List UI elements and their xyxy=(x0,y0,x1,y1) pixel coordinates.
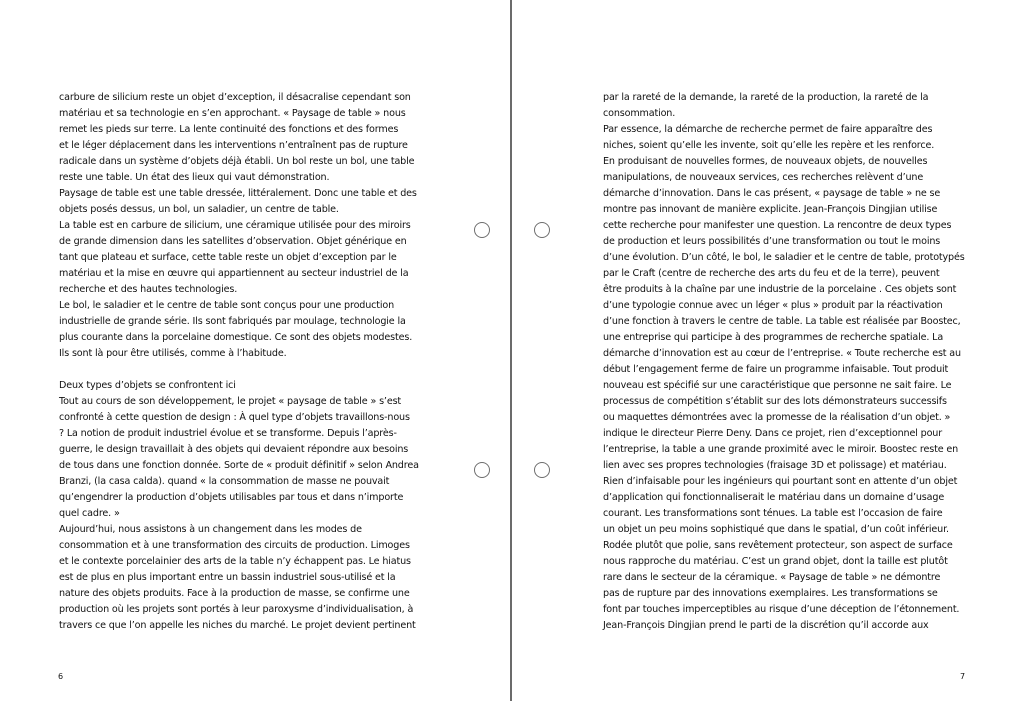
text-line: nature des objets produits. Face à la production de masse, se confirme une xyxy=(59,588,410,599)
text-line: production où les projets sont portés à leur paroxysme d’individualisation, à xyxy=(59,604,414,615)
binding-hole-icon xyxy=(474,462,490,478)
text-line: processus de compétition s’établit sur des lots démonstrateurs successifs xyxy=(603,396,947,407)
text-line: Paysage de table est une table dressée, littéralement. Donc une table et des xyxy=(59,188,417,199)
text-line: d’une évolution. D’un côté, le bol, le saladier et le centre de table, prototypés xyxy=(603,252,965,263)
text-line: Ils sont là pour être utilisés, comme à l’habitude. xyxy=(59,348,287,359)
text-line: rare dans le secteur de la céramique. « Paysage de table » ne démontre xyxy=(603,572,941,583)
text-line: radicale dans un système d’objets déjà établi. Un bol reste un bol, une table xyxy=(59,156,415,167)
text-line: est de plus en plus important entre un bassin industriel sous-utilisé et la xyxy=(59,572,396,583)
text-line: objets posés dessus, un bol, un saladier, un centre de table. xyxy=(59,204,339,215)
text-line: d’une fonction à travers le centre de table. La table est réalisée par Boostec, xyxy=(603,316,961,327)
text-line: travers ce que l’on appelle les niches du marché. Le projet devient pertinent xyxy=(59,620,416,631)
text-line: démarche d’innovation. Dans le cas présent, « paysage de table » ne se xyxy=(603,188,941,199)
left-page-number: 6 xyxy=(58,672,64,681)
text-line: et le léger déplacement dans les interventions n’entraînent pas de rupture xyxy=(59,140,408,151)
text-line: font par touches imperceptibles au risque d’une déception de l’étonnement. xyxy=(603,604,960,615)
text-line: de production et leurs possibilités d’une transformation ou tout le moins xyxy=(603,236,941,247)
text-line: nouveau est spécifié sur une caractéristique que personne ne sait faire. Le xyxy=(603,380,952,391)
text-line: démarche d’innovation est au cœur de l’entreprise. « Toute recherche est au xyxy=(603,348,961,359)
text-line: montre pas innovant de manière explicite. Jean-François Dingjian utilise xyxy=(603,204,938,215)
gutter-divider xyxy=(510,0,512,701)
right-text-column xyxy=(603,90,973,634)
text-line: ? La notion de produit industriel évolue et se transforme. Depuis l’après- xyxy=(59,428,397,439)
text-line: un objet un peu moins sophistiqué que dans le spatial, d’un coût inférieur. xyxy=(603,524,949,535)
text-line: industrielle de grande série. Ils sont fabriqués par moulage, technologie la xyxy=(59,316,406,327)
text-line xyxy=(59,362,429,378)
text-line: être produits à la chaîne par une industrie de la porcelaine . Ces objets sont xyxy=(603,284,957,295)
text-line: par le Craft (centre de recherche des arts du feu et de la terre), peuvent xyxy=(603,268,940,279)
left-page xyxy=(0,0,511,701)
text-line: matériau et sa technologie en s’en approchant. « Paysage de table » nous xyxy=(59,108,406,119)
text-line: En produisant de nouvelles formes, de nouveaux objets, de nouvelles xyxy=(603,156,928,167)
text-line: Aujourd’hui, nous assistons à un changement dans les modes de xyxy=(59,524,362,535)
text-line: une entreprise qui participe à des programmes de recherche spatiale. La xyxy=(603,332,944,343)
text-line: recherche et des hautes technologies. xyxy=(59,284,238,295)
text-line: Rien d’infaisable pour les ingénieurs qui pourtant sont en attente d’un objet xyxy=(603,476,958,487)
right-page-number: 7 xyxy=(960,672,966,681)
text-line: pas de rupture par des innovations exemplaires. Les transformations se xyxy=(603,588,938,599)
text-line: Le bol, le saladier et le centre de table sont conçus pour une production xyxy=(59,300,395,311)
text-line: Jean-François Dingjian prend le parti de la discrétion qu’il accorde aux xyxy=(603,620,929,631)
text-line: courant. Les transformations sont ténues. La table est l’occasion de faire xyxy=(603,508,943,519)
text-line: matériau et la mise en œuvre qui appartiennent au secteur industriel de la xyxy=(59,268,409,279)
text-line: Deux types d’objets se confrontent ici xyxy=(59,380,236,391)
text-line: reste une table. Un état des lieux qui vaut démonstration. xyxy=(59,172,330,183)
text-line: confronté à cette question de design : À quel type d’objets travaillons-nous xyxy=(59,412,410,423)
left-text-column xyxy=(59,90,429,634)
text-line: niches, soient qu’elle les invente, soit qu’elle les repère et les renforce. xyxy=(603,140,935,151)
text-line: Branzi, (la casa calda). quand « la consommation de masse ne pouvait xyxy=(59,476,390,487)
text-line: Tout au cours de son développement, le projet « paysage de table » s’est xyxy=(59,396,402,407)
right-page xyxy=(513,0,1024,701)
text-line: qu’engendrer la production d’objets utilisables par tous et dans n’importe xyxy=(59,492,404,503)
text-line: La table est en carbure de silicium, une céramique utilisée pour des miroirs xyxy=(59,220,411,231)
text-line: remet les pieds sur terre. La lente continuité des fonctions et des formes xyxy=(59,124,399,135)
text-line: lien avec ses propres technologies (fraisage 3D et polissage) et matériau. xyxy=(603,460,947,471)
text-line: d’une typologie connue avec un léger « plus » produit par la réactivation xyxy=(603,300,943,311)
text-line: consommation. xyxy=(603,108,676,119)
text-line: manipulations, de nouveaux services, ces recherches relèvent d’une xyxy=(603,172,924,183)
text-line: guerre, le design travaillait à des objets qui devaient répondre aux besoins xyxy=(59,444,409,455)
text-line: consommation et à une transformation des circuits de production. Limoges xyxy=(59,540,410,551)
text-line: par la rareté de la demande, la rareté de la production, la rareté de la xyxy=(603,92,929,103)
text-line: plus courante dans la porcelaine domestique. Ce sont des objets modestes. xyxy=(59,332,413,343)
text-line: ou maquettes démontrées avec la promesse de la réalisation d’un objet. » xyxy=(603,412,951,423)
text-line: nous rapproche du matériau. C’est un grand objet, dont la taille est plutôt xyxy=(603,556,948,567)
text-line: de tous dans une fonction donnée. Sorte de « produit définitif » selon Andrea xyxy=(59,460,419,471)
text-line: début l’engagement ferme de faire un programme infaisable. Tout produit xyxy=(603,364,949,375)
text-line: tant que plateau et surface, cette table reste un objet d’exception par le xyxy=(59,252,397,263)
text-line: l’entreprise, la table a une grande proximité avec le miroir. Boostec reste en xyxy=(603,444,959,455)
text-line: Par essence, la démarche de recherche permet de faire apparaître des xyxy=(603,124,933,135)
text-line: indique le directeur Pierre Deny. Dans ce projet, rien d’exceptionnel pour xyxy=(603,428,943,439)
text-line: et le contexte porcelainier des arts de la table n’y échappent pas. Le hiatus xyxy=(59,556,411,567)
binding-hole-icon xyxy=(474,222,490,238)
text-line: carbure de silicium reste un objet d’exception, il désacralise cependant son xyxy=(59,92,411,103)
text-line: d’application qui fonctionnaliserait le matériau dans un domaine d’usage xyxy=(603,492,945,503)
text-line: Rodée plutôt que polie, sans revêtement protecteur, son aspect de surface xyxy=(603,540,953,551)
text-line: de grande dimension dans les satellites d’observation. Objet générique en xyxy=(59,236,407,247)
text-line: cette recherche pour manifester une question. La rencontre de deux types xyxy=(603,220,952,231)
text-line: quel cadre. » xyxy=(59,508,120,519)
